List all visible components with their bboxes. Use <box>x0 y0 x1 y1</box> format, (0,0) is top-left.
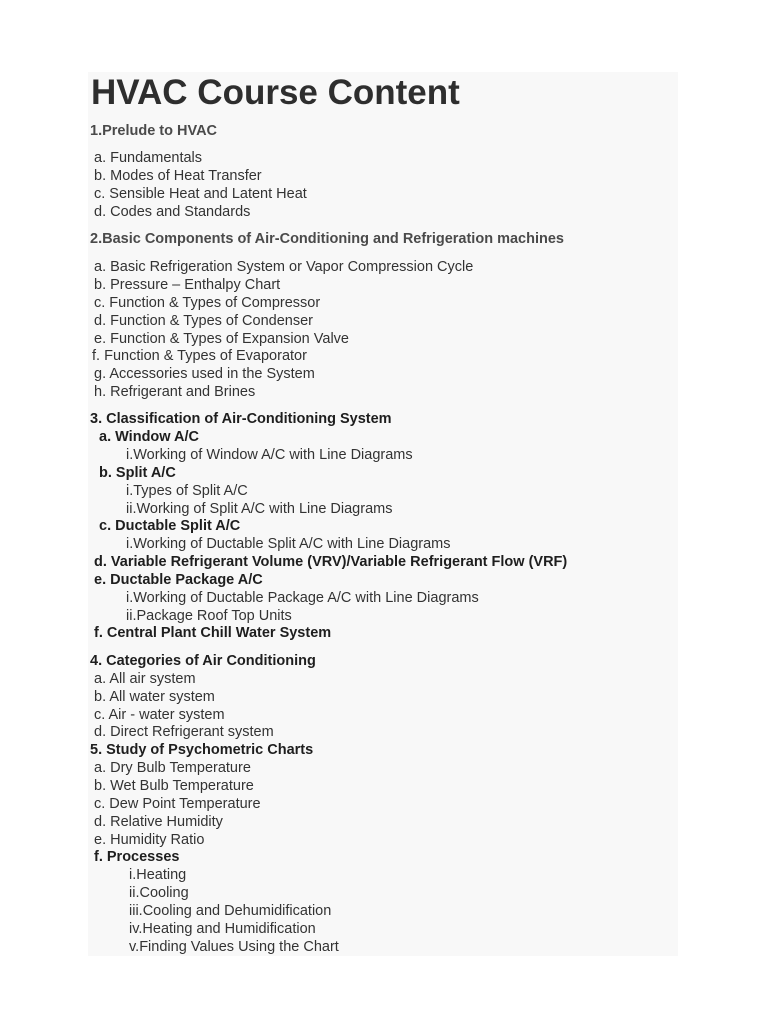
list-item: c. Dew Point Temperature <box>94 796 261 812</box>
list-item: a. All air system <box>94 671 196 687</box>
list-item: i.Working of Window A/C with Line Diagrams <box>126 447 413 463</box>
page-title: HVAC Course Content <box>91 73 460 112</box>
list-item: iii.Cooling and Dehumidification <box>129 903 332 919</box>
list-item: d. Direct Refrigerant system <box>94 724 274 740</box>
list-item: e. Humidity Ratio <box>94 832 205 848</box>
subsection-heading: d. Variable Refrigerant Volume (VRV)/Variable Refrigerant Flow (VRF) <box>94 554 568 570</box>
list-item: d. Relative Humidity <box>94 814 223 830</box>
section-5-heading: 5. Study of Psychometric Charts <box>90 742 314 758</box>
list-item: iv.Heating and Humidification <box>129 921 316 937</box>
list-item: a. Basic Refrigeration System or Vapor Compression Cycle <box>94 259 474 275</box>
list-item: d. Function & Types of Condenser <box>94 313 313 329</box>
list-item: e. Function & Types of Expansion Valve <box>94 331 349 347</box>
subsection-heading: e. Ductable Package A/C <box>94 572 263 588</box>
list-item: h. Refrigerant and Brines <box>94 384 256 400</box>
list-item: v.Finding Values Using the Chart <box>129 939 339 955</box>
subsection-heading: f. Processes <box>94 849 180 865</box>
list-item: g. Accessories used in the System <box>94 366 315 382</box>
list-item: c. Air - water system <box>94 707 225 723</box>
list-item: b. All water system <box>94 689 215 705</box>
list-item: c. Sensible Heat and Latent Heat <box>94 186 307 202</box>
subsection-heading: a. Window A/C <box>99 429 200 445</box>
list-item: i.Types of Split A/C <box>126 483 248 499</box>
list-item: i.Working of Ductable Package A/C with Line Diagrams <box>126 590 479 606</box>
list-item: b. Modes of Heat Transfer <box>94 168 262 184</box>
section-3-heading: 3. Classification of Air-Conditioning System <box>90 411 392 427</box>
list-item: b. Pressure – Enthalpy Chart <box>94 277 281 293</box>
section-2-heading: 2.Basic Components of Air-Conditioning and Refrigeration machines <box>90 231 564 247</box>
list-item: i.Heating <box>129 867 187 883</box>
section-4-heading: 4. Categories of Air Conditioning <box>90 653 316 669</box>
list-item: a. Fundamentals <box>94 150 203 166</box>
list-item: c. Function & Types of Compressor <box>94 295 321 311</box>
subsection-heading: f. Central Plant Chill Water System <box>94 625 332 641</box>
document-page <box>88 72 678 956</box>
list-item: f. Function & Types of Evaporator <box>92 348 307 364</box>
subsection-heading: c. Ductable Split A/C <box>99 518 241 534</box>
list-item: i.Working of Ductable Split A/C with Line Diagrams <box>126 536 451 552</box>
subsection-heading: b. Split A/C <box>99 465 176 481</box>
list-item: b. Wet Bulb Temperature <box>94 778 254 794</box>
list-item: ii.Package Roof Top Units <box>126 608 292 624</box>
list-item: d. Codes and Standards <box>94 204 251 220</box>
list-item: ii.Cooling <box>129 885 189 901</box>
list-item: ii.Working of Split A/C with Line Diagrams <box>126 501 393 517</box>
section-1-heading: 1.Prelude to HVAC <box>90 123 218 139</box>
list-item: a. Dry Bulb Temperature <box>94 760 251 776</box>
